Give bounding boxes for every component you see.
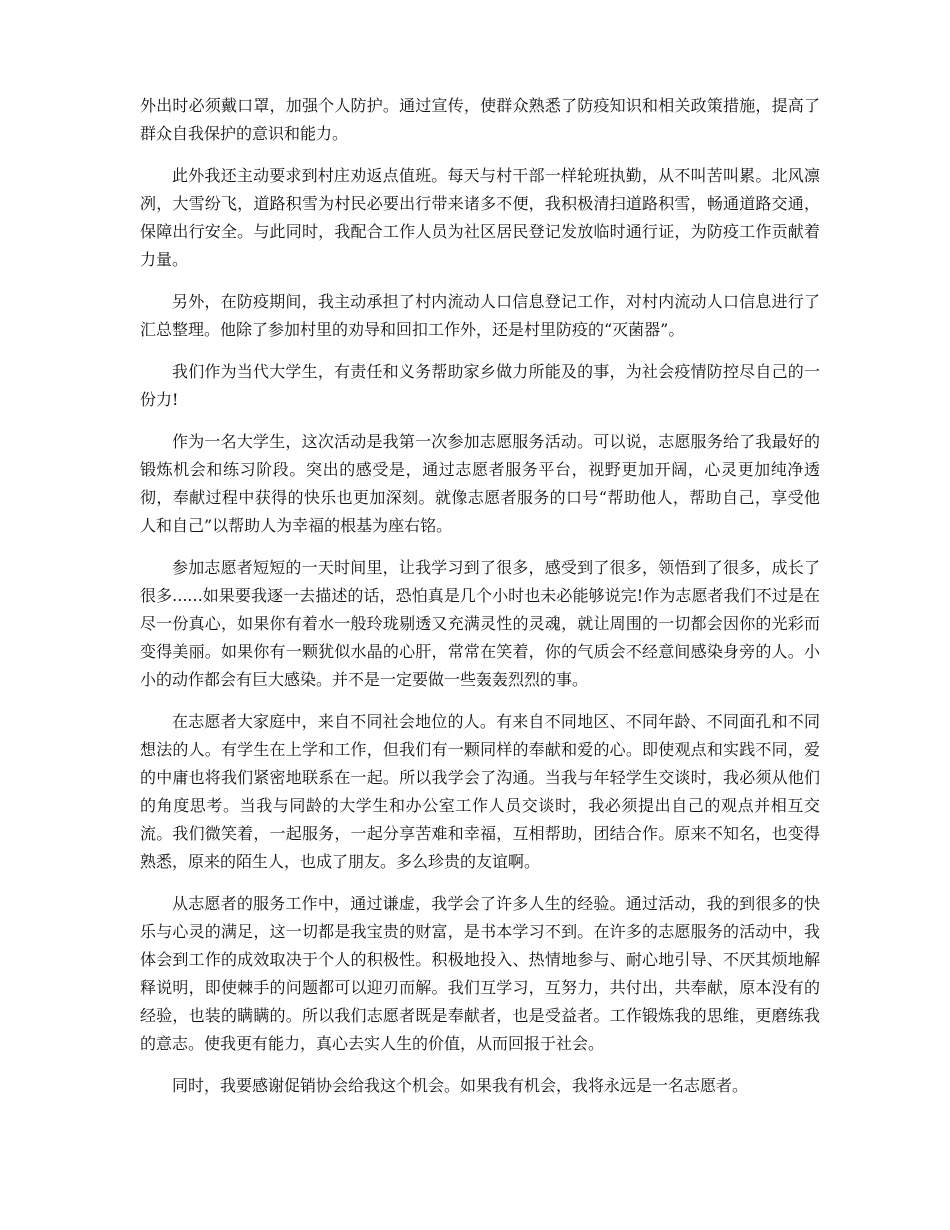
paragraph-3: 另外，在防疫期间，我主动承担了村内流动人口信息登记工作，对村内流动人口信息进行了汇总整理。他除了参加村里的劝导和回扣工作外，还是村里防疫的“灭菌器”。 (140, 292, 820, 339)
paragraph-5: 作为一名大学生，这次活动是我第一次参加志愿服务活动。可以说，志愿服务给了我最好的锻炼机会和练习阶段。突出的感受是，通过志愿者服务平台，视野更加开阔，心灵更加纯净透彻，奉献过程中获得的快乐也更加深刻。就像志愿者服务的口号“帮助他人，帮助自己，享受他人和自己”以帮助人为幸福的根基为座右铭。 (140, 432, 820, 535)
paragraph-2: 此外我还主动要求到村庄劝返点值班。每天与村干部一样轮班执勤，从不叫苦叫累。北风凛冽，大雪纷飞，道路积雪为村民必要出行带来诸多不便，我积极清扫道路积雪，畅通道路交通，保障出行安全。与此同时，我配合工作人员为社区居民登记发放临时通行证，为防疫工作贡献着力量。 (140, 166, 820, 269)
paragraph-9: 同时，我要感谢促销协会给我这个机会。如果我有机会，我将永远是一名志愿者。 (172, 1076, 749, 1095)
paragraph-8: 从志愿者的服务工作中，通过谦虚，我学会了许多人生的经验。通过活动，我的到很多的快乐与心灵的满足，这一切都是我宝贵的财富，是书本学习不到。在许多的志愿服务的活动中，我体会到工作的成效取决于个人的积极性。积极地投入、热情地参与、耐心地引导、不厌其烦地解释说明，即使棘手的问题都可以迎刃而解。我们互学习，互努力，共付出，共奉献，原本没有的经验，也装的瞒瞒的。所以我们志愿者既是奉献者，也是受益者。工作锻炼我的思维，更磨练我的意志。使我更有能力，真心去实人生的价值，从而回报于社会。 (140, 894, 820, 1053)
document-page (140, 92, 820, 1114)
paragraph-4: 我们作为当代大学生，有责任和义务帮助家乡做力所能及的事，为社会疫情防控尽自己的一份力! (140, 362, 820, 409)
paragraph-1: 外出时必须戴口罩，加强个人防护。通过宣传，使群众熟悉了防疫知识和相关政策措施，提高了群众自我保护的意识和能力。 (140, 96, 820, 143)
paragraph-6: 参加志愿者短短的一天时间里，让我学习到了很多，感受到了很多，领悟到了很多，成长了很多......如果要我逐一去描述的话，恐怕真是几个小时也未必能够说完!作为志愿者我们不过是在尽一份真心，如果你有着水一般玲珑剔透又充满灵性的灵魂，就让周围的一切都会因你的光彩而变得美丽。如果你有一颗犹似水晶的心肝，常常在笑着，你的气质会不经意间感染身旁的人。小小的动作都会有巨大感染。并不是一定要做一些轰轰烈烈的事。 (140, 558, 820, 689)
paragraph-7: 在志愿者大家庭中，来自不同社会地位的人。有来自不同地区、不同年龄、不同面孔和不同想法的人。有学生在上学和工作，但我们有一颗同样的奉献和爱的心。即使观点和实践不同，爱的中庸也将我们紧密地联系在一起。所以我学会了沟通。当我与年轻学生交谈时，我必须从他们的角度思考。当我与同龄的大学生和办公室工作人员交谈时，我必须提出自己的观点并相互交流。我们微笑着，一起服务，一起分享苦难和幸福，互相帮助，团结合作。原来不知名，也变得熟悉，原来的陌生人，也成了朋友。多么珍贵的友谊啊。 (140, 712, 820, 871)
